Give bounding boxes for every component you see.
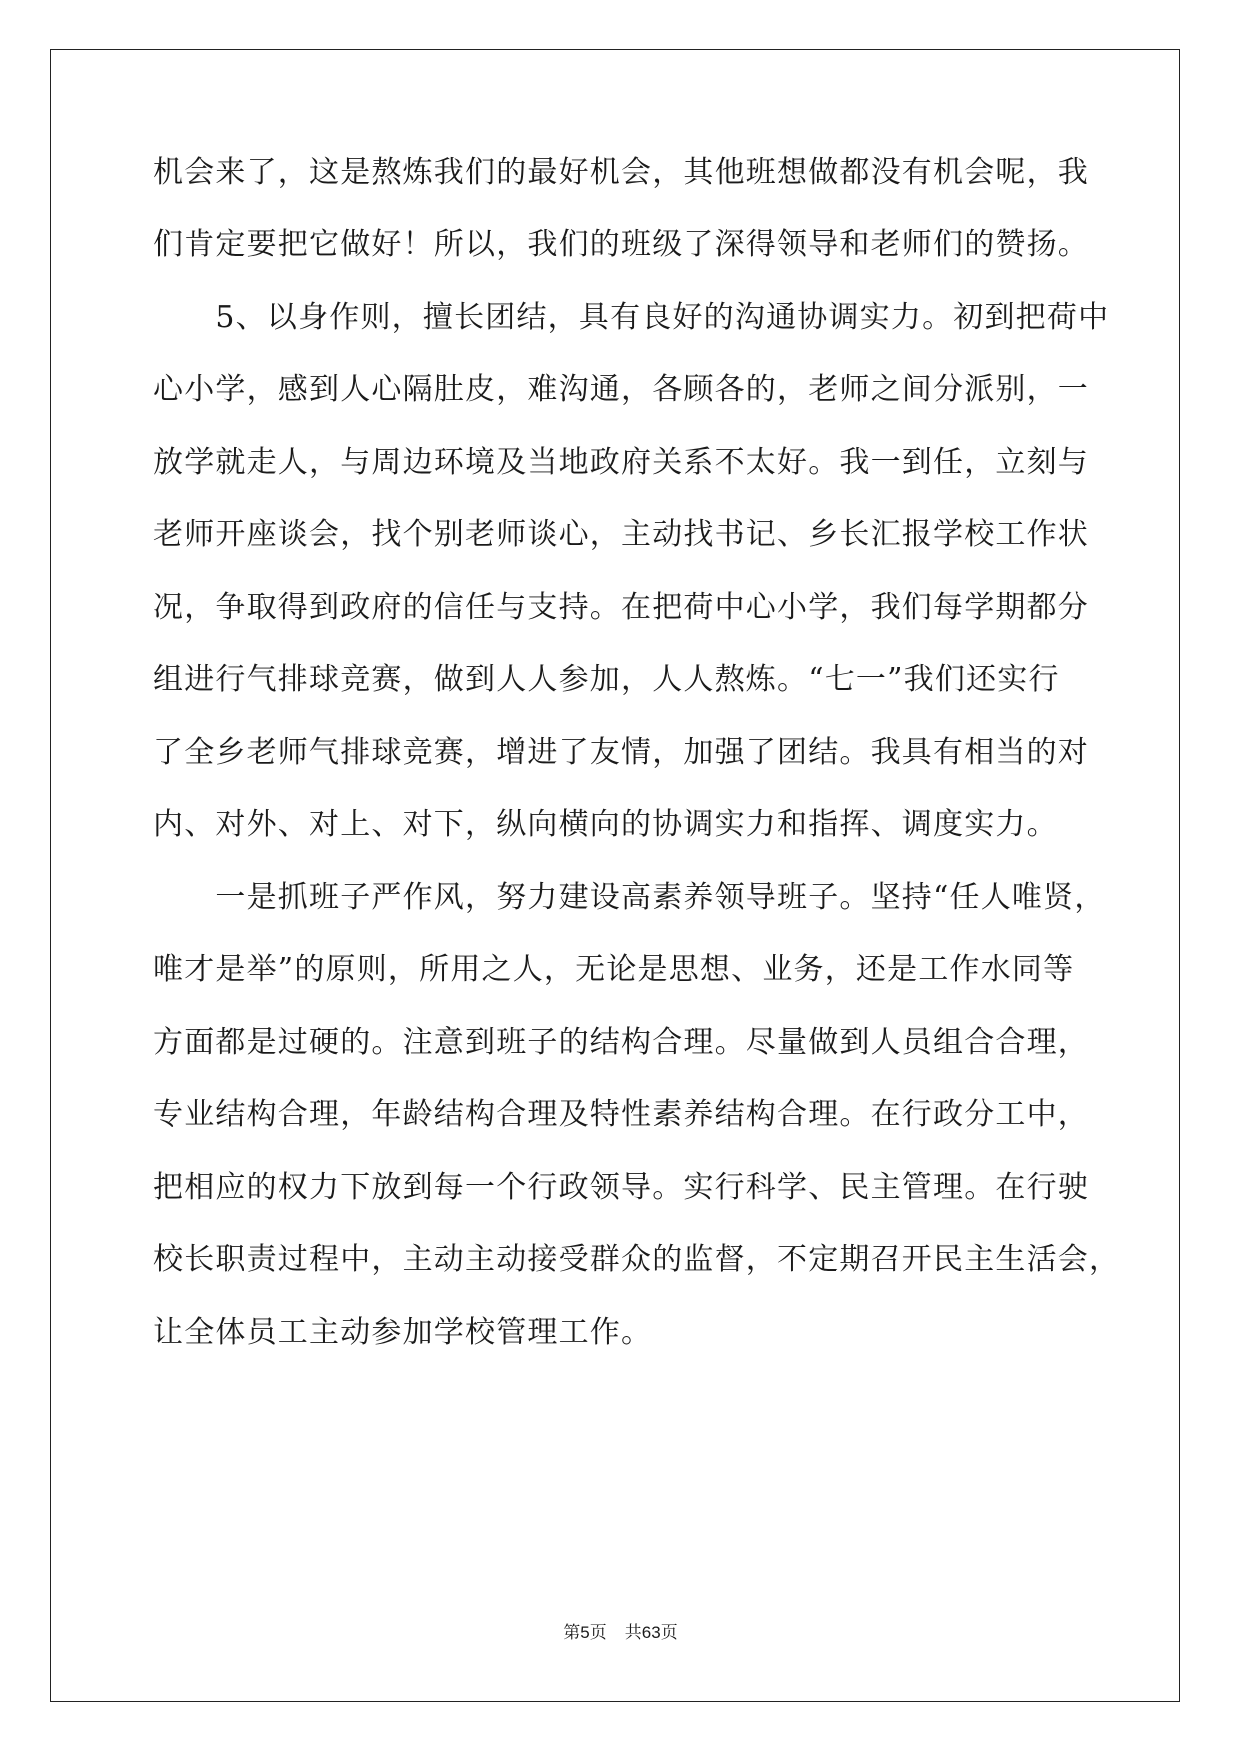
text-line: 内、对外、对上、对下，纵向横向的协调实力和指挥、调度实力。 (153, 807, 1058, 842)
text-line: 心小学，感到人心隔肚皮，难沟通，各顾各的，老师之间分派别，一 (153, 372, 1089, 407)
page-prefix: 第 (563, 1623, 581, 1642)
total-pages: 63 (641, 1623, 661, 1642)
text-line: 机会来了，这是熬炼我们的最好机会，其他班想做都没有机会呢，我 (153, 155, 1089, 190)
text-line: 把相应的权力下放到每一个行政领导。实行科学、民主管理。在行驶 (153, 1170, 1089, 1205)
text-line: 唯才是举”的原则，所用之人，无论是思想、业务，还是工作水同等 (153, 952, 1075, 987)
text-line: 老师开座谈会，找个别老师谈心，主动找书记、乡长汇报学校工作状 (153, 517, 1089, 552)
text-line: 方面都是过硬的。注意到班子的结构合理。尽量做到人员组合合理， (153, 1025, 1089, 1060)
text-line: 5、以身作则，擅长团结，具有良好的沟通协调实力。初到把荷中 (153, 300, 1110, 335)
page-suffix: 页 (589, 1623, 607, 1642)
page-footer (0, 1622, 1241, 1644)
text-line: 组进行气排球竞赛，做到人人参加，人人熬炼。“七一”我们还实行 (153, 662, 1060, 697)
text-line: 专业结构合理，年龄结构合理及特性素养结构合理。在行政分工中， (153, 1097, 1089, 1132)
page-border (50, 49, 1180, 1702)
text-line: 了全乡老师气排球竞赛，增进了友情，加强了团结。我具有相当的对 (153, 735, 1089, 770)
total-prefix: 共 (624, 1623, 642, 1642)
page-number: 5 (580, 1623, 590, 1642)
text-line: 况，争取得到政府的信任与支持。在把荷中心小学，我们每学期都分 (153, 590, 1089, 625)
text-line: 放学就走人，与周边环境及当地政府关系不太好。我一到任，立刻与 (153, 445, 1089, 480)
text-line: 一是抓班子严作风，努力建设高素养领导班子。坚持“任人唯贤， (153, 880, 1106, 915)
text-line: 校长职责过程中，主动主动接受群众的监督，不定期召开民主生活会， (153, 1242, 1121, 1277)
text-line: 们肯定要把它做好！所以，我们的班级了深得领导和老师们的赞扬。 (153, 227, 1089, 262)
text-line: 让全体员工主动参加学校管理工作。 (153, 1315, 653, 1350)
total-suffix: 页 (660, 1623, 678, 1642)
